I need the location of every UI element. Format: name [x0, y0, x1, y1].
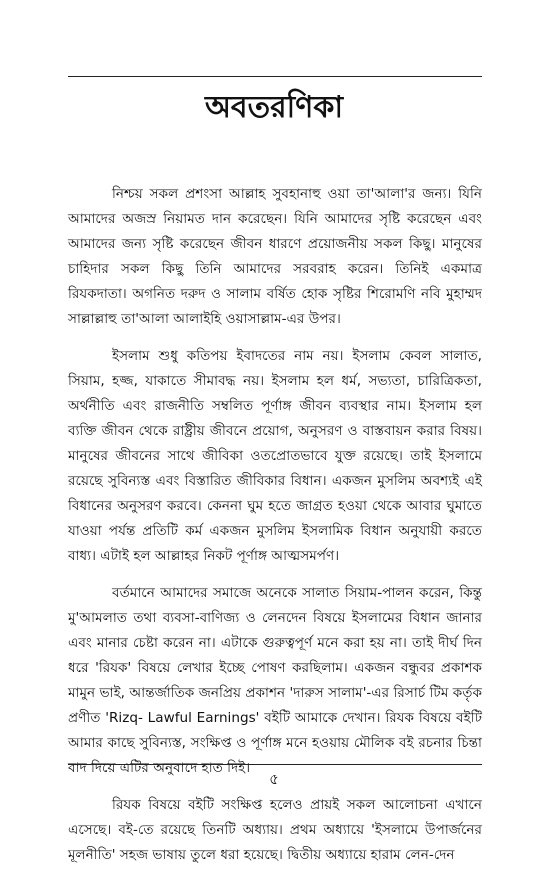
paragraph-3: বর্তমানে আমাদের সমাজে অনেকে সালাত সিয়াম-পালন করেন, কিন্তু মু'আমলাত তথা ব্যবসা-বাণিজ্য ও লেনদেন বিষয়ে ইসলামের বিধান জানার এবং মানার চেষ্টা করেন না। এটাকে গুরুত্বপূর্ণ মনে করা হয় না। তাই দীর্ঘ দিন ধরে 'রিযক' বিষয়ে লেখার ইচ্ছে পোষণ করছিলাম। একজন বন্ধুবর প্রকাশক মামুন ভাই, আন্তর্জাতিক জনপ্রিয় প্রকাশন 'দারুস সালাম'-এর রিসার্চ টিম কর্তৃক প্রণীত 'Rizq- Lawful Earnings' বইটি আমাকে দেখান। রিযক বিষয়ে বইটি আমার কাছে সুবিন্যস্ত, সংক্ষিপ্ত ও পূর্ণাঙ্গ মনে হওয়ায় মৌলিক বই রচনার চিন্তা বাদ দিয়ে এটির অনুবাদে হাত দিই।: [68, 585, 482, 776]
paragraph-1: নিশ্চয় সকল প্রশংসা আল্লাহ সুবহানাহু ওয়া তা'আলা'র জন্য। যিনি আমাদের অজস্র নিয়ামত দান করেছেন। যিনি আমাদের সৃষ্টি করেছেন এবং আমাদের জন্য সৃষ্টি করেছেন জীবন ধারণে প্রয়োজনীয় সকল কিছু। মানুষের চাহিদার সকল কিছু তিনি আমাদের সরবরাহ করেন। তিনিই একমাত্র রিযকদাতা। অগনিত দরুদ ও সালাম বর্ষিত হোক সৃষ্টির শিরোমণি নবি মুহাম্মদ সাল্লাল্লাহু তা'আলা আলাইহি ওয়াসাল্লাম-এর উপর।: [68, 186, 482, 327]
paragraph-4: রিযক বিষয়ে বইটি সংক্ষিপ্ত হলেও প্রায়ই সকল আলোচনা এখানে এসেছে। বই-তে রয়েছে তিনটি অধ্যায়। প্রথম অধ্যায়ে 'ইসলামে উপার্জনের মূলনীতি' সহজ ভাষায় তুলে ধরা হয়েছে। দ্বিতীয় অধ্যায়ে হারাম লেন-দেন: [68, 797, 482, 863]
chapter-title: অবতরণিকা: [204, 90, 344, 125]
paragraph-2: ইসলাম শুধু কতিপয় ইবাদতের নাম নয়। ইসলাম কেবল সালাত, সিয়াম, হজ্জ, যাকাতে সীমাবদ্ধ নয়। ইসলাম হল ধর্ম, সভ্যতা, চারিত্রিকতা, অর্থনীতি এবং রাজনীতি সম্বলিত পূর্ণাঙ্গ জীবন ব্যবস্থার নাম। ইসলাম হল ব্যক্তি জীবন থেকে রাষ্ট্রীয় জীবনে প্রয়োগ, অনুসরণ ও বাস্তবায়ন করার বিষয়। মানুষের জীবনের সাথে জীবিকা ওতপ্রোতভাবে যুক্ত রয়েছে। তাই ইসলামে রয়েছে সুবিন্যস্ত এবং বিস্তারিত জীবিকার বিধান। একজন মুসলিম অবশ্যই এই বিধানের অনুসরণ করবে। কেননা ঘুম হতে জাগ্রত হওয়া থেকে আবার ঘুমাতে যাওয়া পর্যন্ত প্রতিটি কর্ম একজন মুসলিম ইসলামিক বিধান অনুযায়ী করতে বাধ্য। এটাই হল আল্লাহর নিকট পূর্ণাঙ্গ আত্মসমর্পণ।: [68, 348, 482, 564]
top-rule: [68, 76, 482, 77]
bottom-rule: [68, 764, 482, 765]
page-number: ৫: [269, 770, 279, 788]
